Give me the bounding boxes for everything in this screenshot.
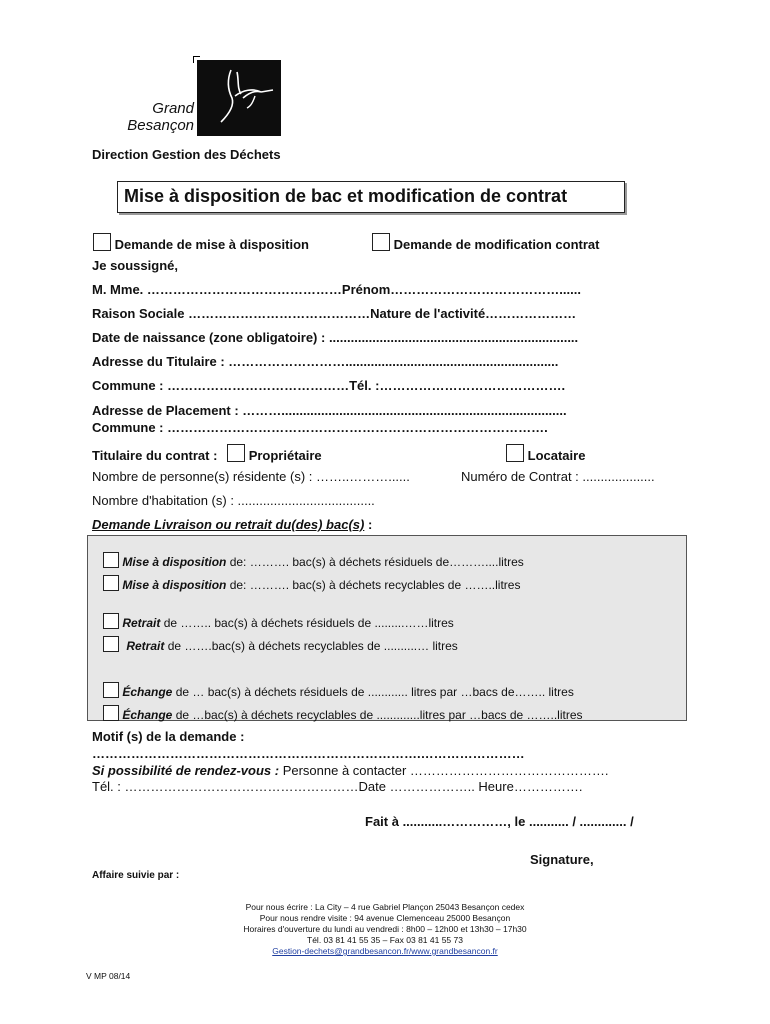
company-field[interactable]: Raison Sociale ……………………………………Nature de l'activité………………… (92, 306, 577, 321)
bin-option-checkbox[interactable] (103, 575, 119, 591)
tenant-label: Locataire (527, 448, 586, 463)
bin-option-keyword: Mise à disposition (122, 578, 227, 592)
bin-option-row[interactable] (103, 552, 524, 569)
footer-hours-line: Horaires d'ouverture du lundi au vendredi : 8h00 – 12h00 et 13h30 – 17h30 (243, 924, 527, 934)
delivery-heading (92, 517, 372, 532)
logo-line2: Besançon (127, 117, 194, 134)
appointment-label: Si possibilité de rendez-vous : (92, 763, 280, 778)
bin-option-checkbox[interactable] (103, 636, 119, 652)
bin-option-text: de … bac(s) à déchets résiduels de ............ litres par …bacs de…….. litres (172, 685, 574, 699)
contract-holder-row (92, 444, 322, 463)
department-name: Direction Gestion des Déchets (92, 147, 281, 162)
bin-option-row[interactable] (103, 575, 520, 592)
delivery-heading-text: Demande Livraison ou retrait du(des) bac(s) (92, 517, 365, 532)
followed-by-label: Affaire suivie par : (92, 870, 180, 881)
town2-field[interactable]: Commune : ……………………………………………………………………………. (92, 420, 548, 435)
request-disposal-option[interactable] (93, 233, 309, 252)
birth-date-field[interactable]: Date de naissance (zone obligatoire) : ..................................................................... (92, 330, 579, 345)
footer-phone-line: Tél. 03 81 41 55 35 – Fax 03 81 41 55 73 (307, 935, 463, 945)
residents-field[interactable]: Nombre de personne(s) résidente (s) : ……..………...... (92, 469, 410, 484)
contract-number-field[interactable]: Numéro de Contrat : .................... (461, 469, 655, 484)
footer-address-line: Pour nous écrire : La City – 4 rue Gabriel Plançon 25043 Besançon cedex (245, 902, 525, 912)
request-modification-checkbox[interactable] (372, 233, 390, 251)
appointment-contact-field[interactable]: Personne à contacter ………………………………………. (279, 763, 609, 778)
bin-option-row[interactable] (103, 613, 454, 630)
owner-label: Propriétaire (248, 448, 322, 463)
appointment-phone-date-field[interactable]: Tél. : ………………………………………………Date ……………….. Heure……………. (92, 779, 583, 794)
done-at-field[interactable]: Fait à ...........……………, le ........... / ............. / (365, 814, 634, 829)
bin-option-text: de …….. bac(s) à déchets résiduels de .........……litres (160, 616, 454, 630)
signature-label: Signature, (530, 852, 594, 867)
bin-option-text: de: ………. bac(s) à déchets résiduels de………....litres (226, 555, 524, 569)
request-disposal-label: Demande de mise à disposition (114, 237, 309, 252)
bin-option-text: de …bac(s) à déchets recyclables de .............litres par …bacs de ……..litres (172, 708, 583, 722)
delivery-heading-suffix: : (364, 517, 373, 532)
contract-holder-label: Titulaire du contrat : (92, 448, 218, 463)
town-phone-field[interactable]: Commune : ……………………………………Tél. :……………………………………. (92, 378, 566, 393)
tenant-checkbox[interactable] (506, 444, 524, 462)
bin-option-keyword: Retrait (126, 639, 165, 653)
motive-field[interactable]: ………………………………………………………………….…………………… (92, 746, 525, 761)
dwellings-field[interactable]: Nombre d'habitation (s) : ...................................... (92, 493, 375, 508)
request-modification-label: Demande de modification contrat (393, 237, 600, 252)
title-box (117, 181, 625, 213)
bin-option-keyword: Échange (122, 708, 173, 722)
tenant-option[interactable] (506, 444, 585, 463)
bin-option-keyword: Échange (122, 685, 173, 699)
logo-wordmark (100, 100, 194, 134)
request-disposal-checkbox[interactable] (93, 233, 111, 251)
owner-checkbox[interactable] (227, 444, 245, 462)
name-field[interactable]: M. Mme. ………………………………………Prénom…………………………………...... (92, 282, 581, 297)
bin-option-checkbox[interactable] (103, 552, 119, 568)
version-label: V MP 08/14 (86, 971, 131, 981)
heron-icon (197, 60, 281, 136)
bin-option-text: de: ………. bac(s) à déchets recyclables de ……..litres (226, 578, 521, 592)
request-modification-option[interactable] (372, 233, 600, 252)
holder-address-field[interactable]: Adresse du Titulaire : ………………………........................................................... (92, 354, 559, 369)
undersigned-label: Je soussigné, (92, 258, 178, 273)
footer-link[interactable]: Gestion-dechets@grandbesancon.fr/www.grandbesancon.fr (272, 946, 498, 956)
bin-option-text: de …….bac(s) à déchets recyclables de ..........… litres (164, 639, 458, 653)
page-title: Mise à disposition de bac et modification de contrat (124, 186, 568, 206)
footer (0, 902, 770, 957)
bin-option-keyword: Retrait (122, 616, 161, 630)
footer-visit-line: Pour nous rendre visite : 94 avenue Clemenceau 25000 Besançon (259, 913, 511, 923)
bin-option-keyword: Mise à disposition (122, 555, 227, 569)
bin-option-checkbox[interactable] (103, 682, 119, 698)
motive-label: Motif (s) de la demande : (92, 729, 245, 744)
bin-option-checkbox[interactable] (103, 613, 119, 629)
appointment-row (92, 763, 609, 778)
bin-option-row[interactable] (103, 636, 458, 653)
logo-line1: Grand (152, 100, 194, 117)
bin-option-checkbox[interactable] (103, 705, 119, 721)
placement-address-field[interactable]: Adresse de Placement : ………............................................................................... (92, 403, 567, 418)
logo-image (197, 60, 281, 136)
bin-option-row[interactable] (103, 705, 583, 722)
bin-option-row[interactable] (103, 682, 574, 699)
